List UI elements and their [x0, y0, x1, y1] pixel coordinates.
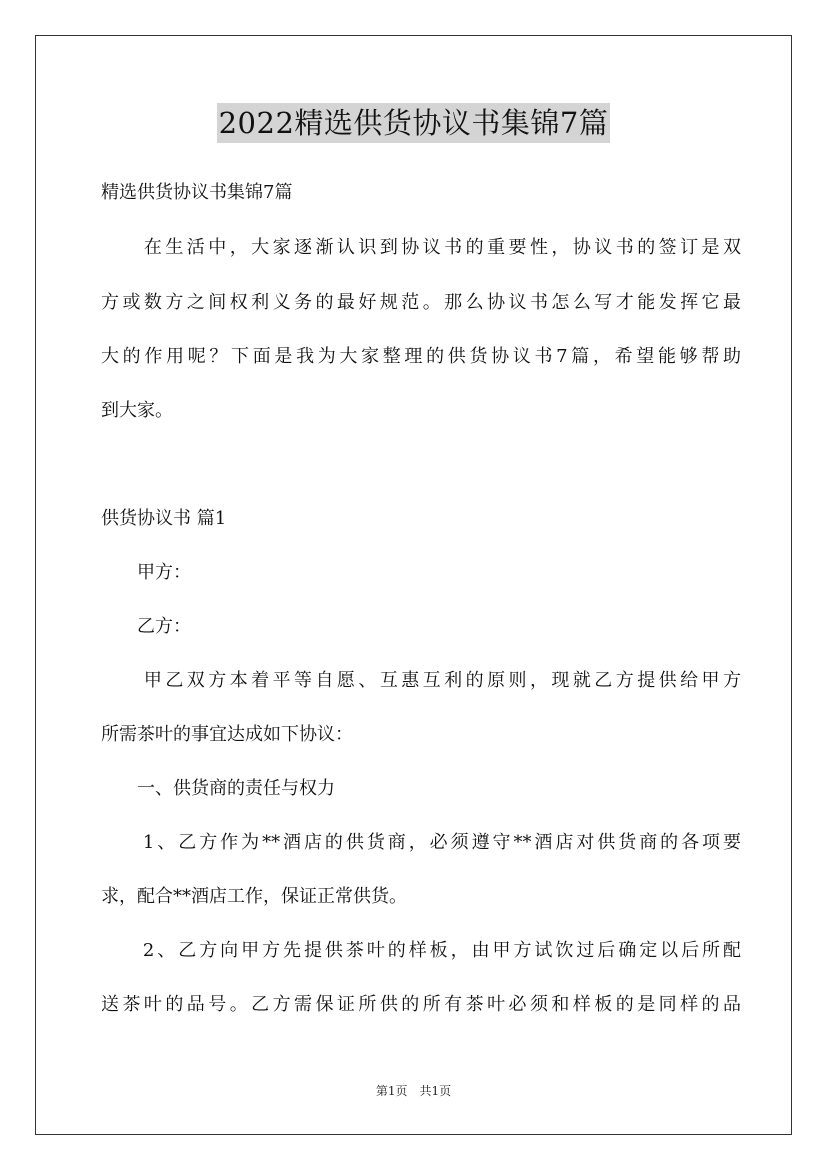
paragraph-line: 求，配合**酒店工作，保证正常供货。: [101, 886, 407, 907]
paragraph-line: 一、供货商的责任与权力: [101, 778, 335, 799]
paragraph-line: 到大家。: [101, 400, 173, 421]
paragraph-line: 乙方：: [101, 616, 191, 637]
document-title: [0, 102, 827, 142]
paragraph-line: 甲方：: [101, 562, 191, 583]
paragraph-line: 所需茶叶的事宜达成如下协议：: [101, 724, 353, 745]
paragraph-line: 在生活中，大家逐渐认识到协议书的重要性，协议书的签订是双: [101, 237, 741, 258]
paragraph-line: 方或数方之间权利义务的最好规范。那么协议书怎么写才能发挥它最: [101, 292, 741, 313]
paragraph-line: 2、乙方向甲方先提供茶叶的样板，由甲方试饮过后确定以后所配: [101, 940, 741, 961]
section-heading: 供货协议书 篇1: [101, 508, 227, 529]
paragraph-line: 送茶叶的品号。乙方需保证所供的所有茶叶必须和样板的是同样的品: [101, 994, 741, 1015]
page-number-footer: 第1页 共1页: [375, 1084, 452, 1098]
paragraph-line: 大的作用呢？下面是我为大家整理的供货协议书7篇，希望能够帮助: [101, 346, 741, 367]
document-title-text: 2022精选供货协议书集锦7篇: [217, 103, 611, 143]
paragraph-line: 1、乙方作为**酒店的供货商，必须遵守**酒店对供货商的各项要: [101, 832, 741, 853]
paragraph-line: 甲乙双方本着平等自愿、互惠互利的原则，现就乙方提供给甲方: [101, 670, 741, 691]
subtitle-line: 精选供货协议书集锦7篇: [101, 182, 293, 203]
